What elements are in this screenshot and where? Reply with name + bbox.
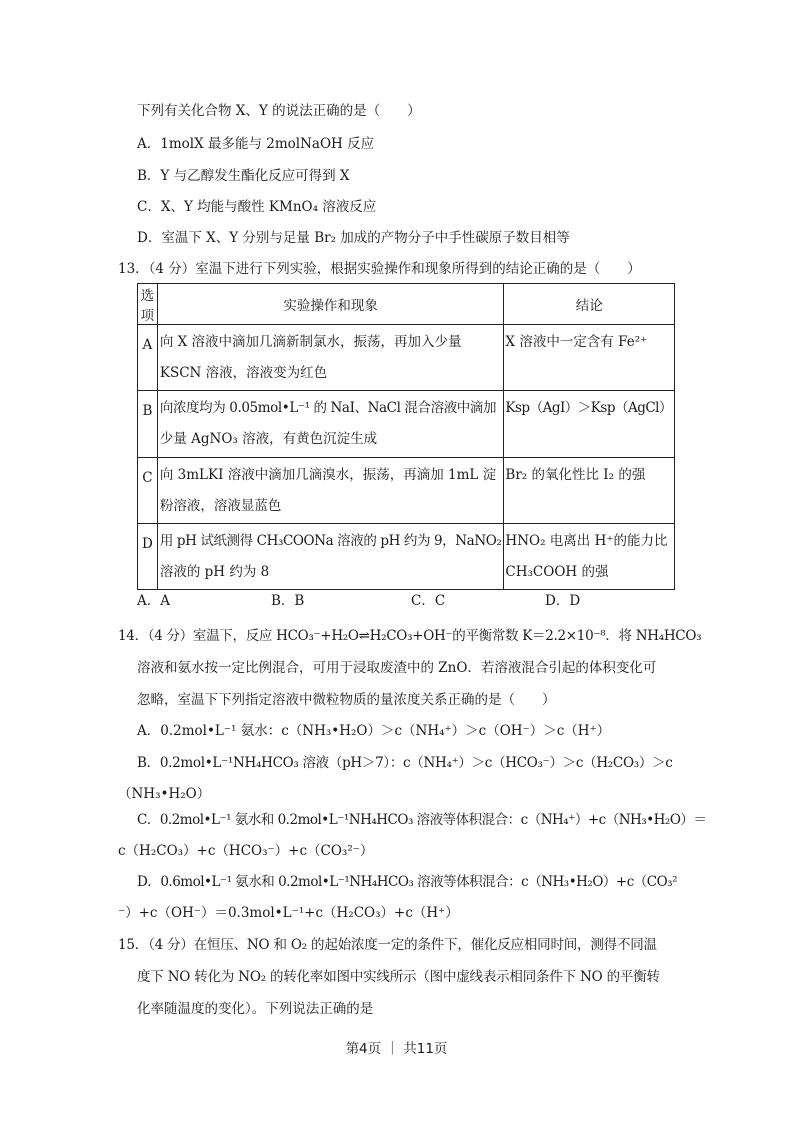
operation-line: 向浓度均为 0.05mol•L⁻¹ 的 NaI、NaCl 混合溶液中滴加 bbox=[159, 400, 497, 416]
q14-option-c: C．0.2mol•L⁻¹ 氨水和 0.2mol•L⁻¹NH₄HCO₃ 溶液等体积混合：c（NH₄⁺）+c（NH₃•H₂O）＝ bbox=[137, 812, 707, 828]
q14-stem-line: 14．（4 分）室温下，反应 HCO₃⁻+H₂O⇌H₂CO₃+OH⁻的平衡常数 K＝2.2×10⁻⁸．将 NH₄HCO₃ bbox=[118, 628, 702, 644]
row-conclusion bbox=[504, 325, 675, 391]
q12-stem: 下列有关化合物 X、Y 的说法正确的是（ ） bbox=[137, 103, 421, 119]
q14-option-d: D．0.6mol•L⁻¹ 氨水和 0.2mol•L⁻¹NH₄HCO₃ 溶液等体积混合：c（NH₃•H₂O）+c（CO₃² bbox=[137, 874, 678, 890]
q12-option-b: B．Y 与乙醇发生酯化反应可得到 X bbox=[137, 168, 350, 184]
operation-line: 溶液的 pH 约为 8 bbox=[159, 564, 270, 580]
table-row bbox=[138, 524, 675, 590]
row-conclusion bbox=[504, 458, 675, 524]
operation-line: 用 pH 试纸测得 CH₃COONa 溶液的 pH 约为 9，NaNO₂ bbox=[159, 533, 502, 549]
q14-stem-line: 溶液和氨水按一定比例混合，可用于浸取废渣中的 ZnO．若溶液混合引起的体积变化可 bbox=[137, 660, 657, 676]
operation-line: 向 3mLKI 溶液中滴加几滴溴水，振荡，再滴加 1mL 淀 bbox=[159, 467, 497, 483]
row-option: B bbox=[138, 391, 158, 458]
conclusion-line: X 溶液中一定含有 Fe²⁺ bbox=[505, 334, 648, 350]
q14-option-a: A．0.2mol•L⁻¹ 氨水：c（NH₃•H₂O）＞c（NH₄⁺）＞c（OH⁻）＞c（H⁺） bbox=[137, 723, 611, 739]
header-operation: 实验操作和现象 bbox=[157, 284, 504, 325]
row-operation bbox=[157, 458, 504, 524]
row-operation bbox=[157, 524, 504, 590]
table-row bbox=[138, 325, 675, 391]
table-row bbox=[138, 391, 675, 458]
q13-stem: 13．（4 分）室温下进行下列实验，根据实验操作和现象所得到的结论正确的是（ ） bbox=[118, 261, 641, 277]
operation-line: 粉溶液，溶液显蓝色 bbox=[159, 498, 282, 514]
q13-answer-b: B．B bbox=[271, 593, 305, 609]
conclusion-line: Br₂ 的氧化性比 I₂ 的强 bbox=[505, 467, 646, 483]
q14-option-d-cont: ⁻）+c（OH⁻）＝0.3mol•L⁻¹+c（H₂CO₃）+c（H⁺） bbox=[118, 905, 459, 921]
header-conclusion: 结论 bbox=[504, 284, 675, 325]
operation-line: 少量 AgNO₃ 溶液，有黄色沉淀生成 bbox=[159, 431, 378, 447]
q15-stem-line: 化率随温度的变化）。下列说法正确的是 bbox=[137, 1001, 374, 1017]
q14-option-c-cont: c（H₂CO₃）+c（HCO₃⁻）+c（CO₃²⁻） bbox=[118, 843, 374, 859]
row-operation bbox=[157, 391, 504, 458]
q12-option-d: D．室温下 X、Y 分别与足量 Br₂ 加成的产物分子中手性碳原子数目相等 bbox=[137, 230, 570, 246]
row-conclusion bbox=[504, 391, 675, 458]
q13-answer-c: C．C bbox=[411, 593, 446, 609]
q14-stem-line: 忽略，室温下下列指定溶液中微粒物质的量浓度关系正确的是（ ） bbox=[137, 692, 556, 708]
q13-answer-a: A．A bbox=[137, 593, 170, 609]
operation-line: 向 X 溶液中滴加几滴新制氯水，振荡，再加入少量 bbox=[159, 334, 462, 350]
operation-line: KSCN 溶液，溶液变为红色 bbox=[159, 365, 328, 381]
row-conclusion bbox=[504, 524, 675, 590]
conclusion-line: HNO₂ 电离出 H⁺的能力比 bbox=[505, 533, 668, 549]
row-operation bbox=[157, 325, 504, 391]
q13-answer-d: D．D bbox=[545, 593, 581, 609]
row-option: A bbox=[138, 325, 158, 391]
q12-option-a: A．1molX 最多能与 2molNaOH 反应 bbox=[137, 136, 375, 152]
header-option: 选项 bbox=[138, 284, 158, 325]
q12-option-c: C．X、Y 均能与酸性 KMnO₄ 溶液反应 bbox=[137, 199, 377, 215]
q14-option-b: B．0.2mol•L⁻¹NH₄HCO₃ 溶液（pH＞7）：c（NH₄⁺）＞c（HCO₃⁻）＞c（H₂CO₃）＞c bbox=[137, 755, 673, 771]
q13-table bbox=[137, 283, 675, 590]
page-footer: 第4页 ｜ 共11页 bbox=[345, 1041, 448, 1057]
q15-stem-line: 15．（4 分）在恒压、NO 和 O₂ 的起始浓度一定的条件下，催化反应相同时间，测得不同温 bbox=[118, 937, 657, 953]
conclusion-line: Ksp（AgI）＞Ksp（AgCl） bbox=[505, 400, 672, 416]
table-row bbox=[138, 458, 675, 524]
q14-option-b-cont: （NH₃•H₂O） bbox=[118, 786, 211, 802]
conclusion-line: CH₃COOH 的强 bbox=[505, 564, 609, 580]
q15-stem-line: 度下 NO 转化为 NO₂ 的转化率如图中实线所示（图中虚线表示相同条件下 NO 的平衡转 bbox=[137, 969, 660, 985]
row-option: C bbox=[138, 458, 158, 524]
table-header-row bbox=[138, 284, 675, 325]
row-option: D bbox=[138, 524, 158, 590]
